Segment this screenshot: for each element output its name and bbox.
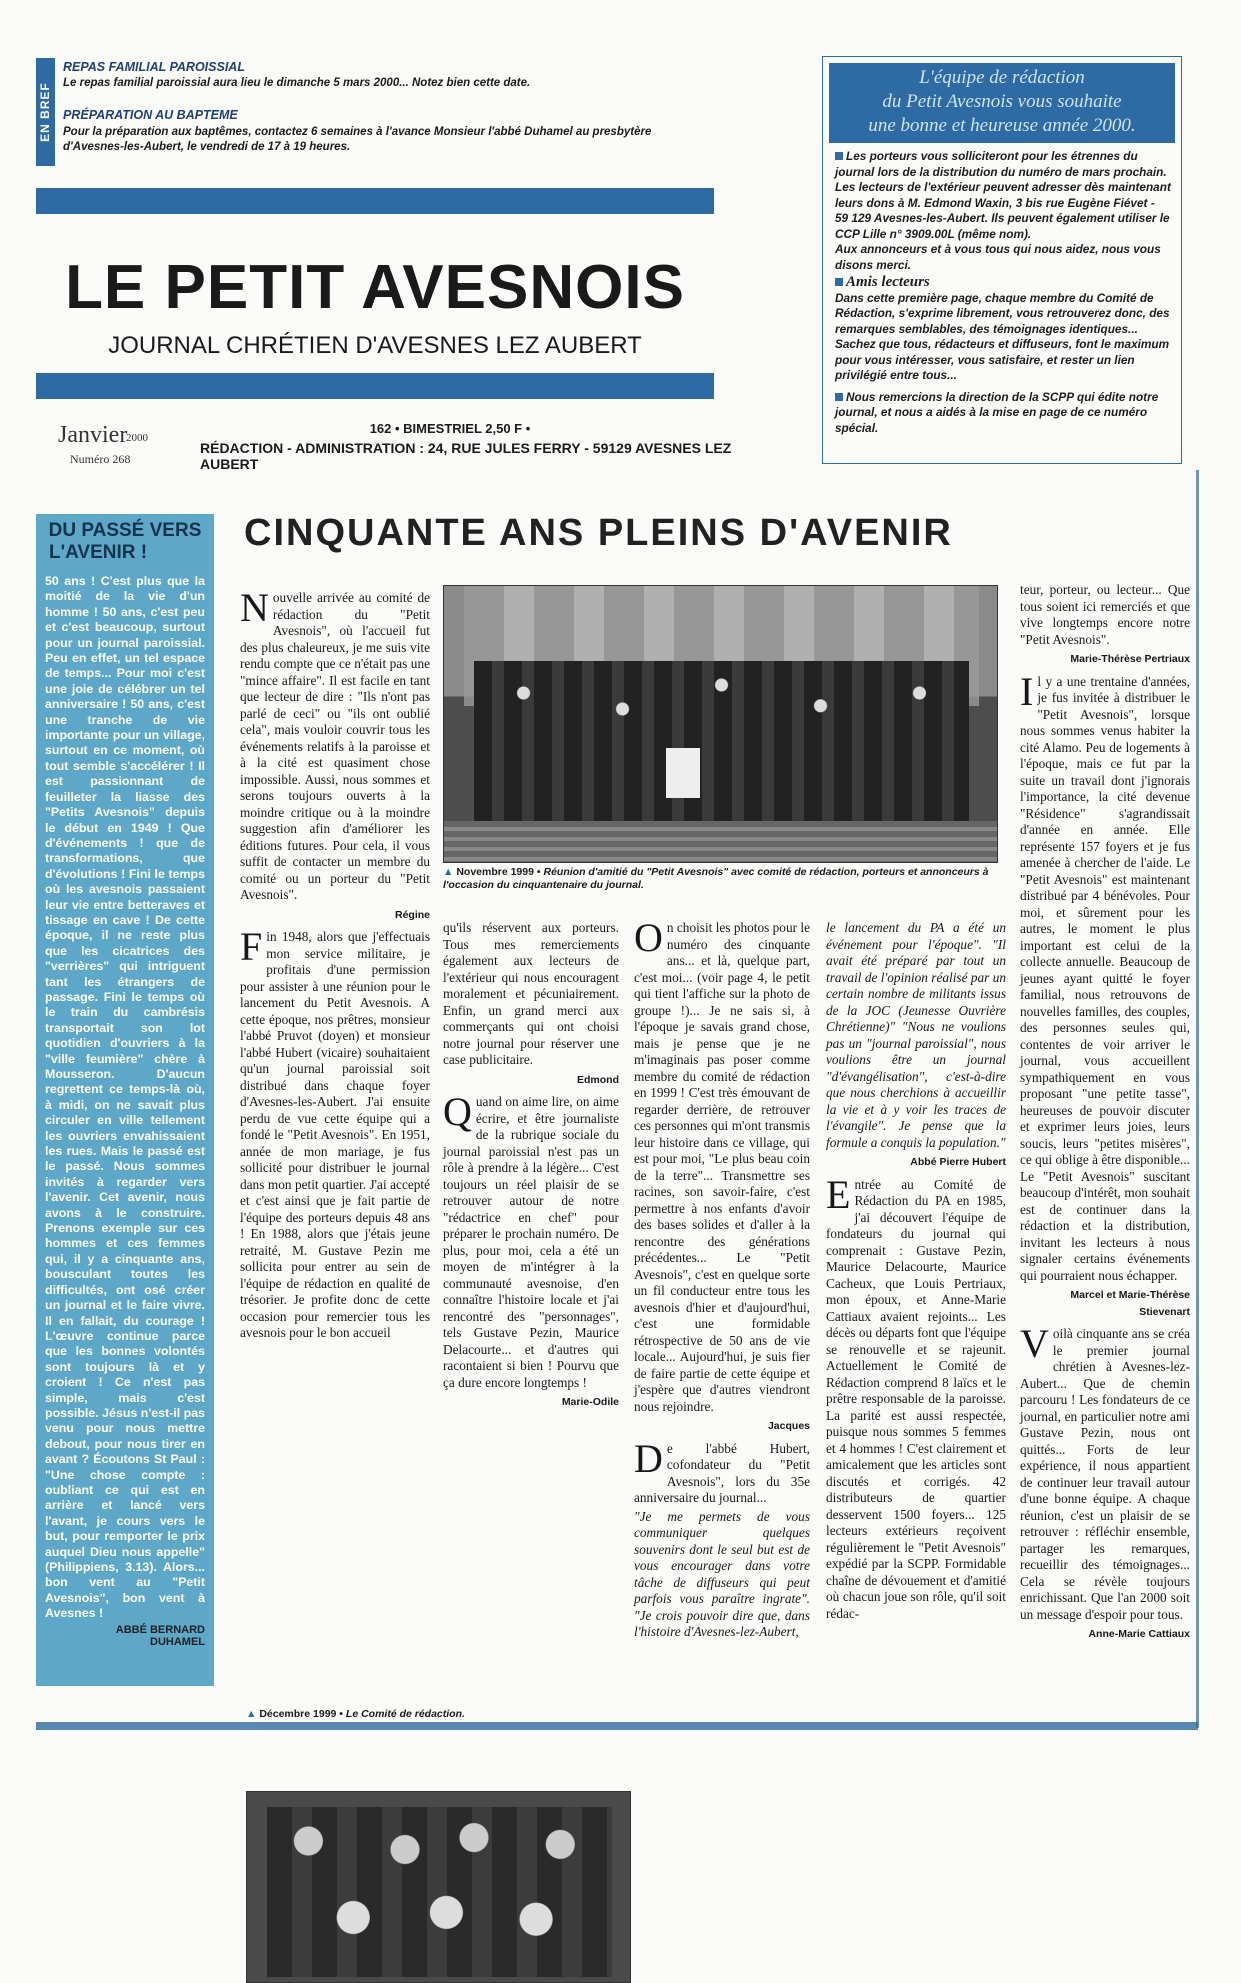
sidebar-title-2: L'AVENIR !: [49, 542, 148, 563]
photo-poster: [666, 748, 700, 798]
triangle-icon: ▲: [246, 1708, 257, 1720]
article-stievenart-cattiaux: [1020, 582, 1190, 1649]
article-jacques-text: n choisit les photos pour le numéro des cinquante ans... et là, quelque part, c'est moi... (voir page 4, le petit qui tient l'affiche sur la photo de groupe !)... Je ne sais si, à l'époque je savais grand chose, mais je pense que je ne m'imaginais pas poser comme membre du comité de rédaction en 1999 ! C'est très émouvant de regarder derrière, de retrouver ces personnes qui m'ont transmis leur histoire dans ce village, qui est pour moi, "Le plus beau coin de la terre"... Transmettre ses racines, son savoir-faire, c'est permettre à nos enfants d'avoir des bases solides et d'aller à la rencontre des générations précédentes... Le "Petit Avesnois", c'est en quelque sorte un fil conducteur entre tous les avesnois d'hier et d'aujourd'hui, c'est une formidable rétrospective de 50 ans de vie locale... Aujourd'hui, je suis fier de faire partie de cette équipe et j'espère que d'autres viendront nous rejoindre.: [634, 920, 810, 1414]
greetings-body: [835, 149, 1171, 436]
issue-year: 2000: [126, 432, 148, 444]
sidebar-signature-1: ABBÉ BERNARD: [115, 1623, 205, 1636]
greeting-line-1: L'équipe de rédaction: [919, 67, 1085, 88]
dropcap: F: [240, 924, 263, 969]
greeting-line-3: une bonne et heureuse année 2000.: [868, 115, 1136, 136]
photo-decembre-1999: [246, 1791, 631, 1983]
bullet-square-icon: [835, 152, 843, 160]
masthead-subtitle: JOURNAL CHRÉTIEN D'AVESNES LEZ AUBERT: [108, 332, 642, 359]
article-hubert-intro: e l'abbé Hubert, cofondateur du "Petit Avesnois", lors du 35e anniversaire du journal...: [634, 1440, 810, 1505]
article-pertriaux-end: teur, porteur, ou lecteur... Que tous soient ici remerciés et que vive longtemps encore notre "Petit Avesnois".: [1020, 582, 1190, 647]
article-marie-odile: [443, 920, 619, 1417]
photo-faces: [267, 1807, 612, 1977]
bottom-frame-band: [36, 1722, 1198, 1730]
sidebar-title-1: DU PASSÉ VERS: [48, 520, 202, 541]
article-regine-text: ouvelle arrivée au comité de rédaction du "Petit Avesnois", où l'accueil fut des plus chaleureux, je me suis vite rendu compte que ce n'était pas une "mince affaire". Il est facile en tant que lecteur de dire : "Ils n'ont pas parlé de ceci" ou "ils ont oublié cela", mais vouloir couvrir tous les événements relatifs à la paroisse et à la cité est quasiment chose impossible. Aussi, nous sommes et serons toujours ouverts à la moindre critique ou à la moindre suggestion afin d'améliorer les éditions futures. Pour cela, il vous suffit de contacter un membre du comité ou un porteur du "Petit Avesnois".: [240, 590, 430, 902]
article-jacques: [634, 915, 810, 1643]
article-stievenart-text: l y a une trentaine d'années, je fus invitée à distribuer le "Petit Avesnois", lorsque nous sommes venus habiter la cité Alamo. Peu de logements à l'époque, mais ce fut par la suite un travail dont j'ignorais l'importance, la cité devenue "Résidence" s'agrandissait d'année en année. Elle représente 157 foyers et je fus amenée à chercher de l'aide. Le "Petit Avesnois" est maintenant distribué par 4 bénévoles. Pour moi, et sûrement pour les autres, le moment le plus important est celui de la collecte annuelle. Beaucoup de jeunes ayant quitté le foyer familial, nous retrouvons de nouvelles familles, des couples, des personnes seules qui, contentes de voir arriver le journal, vous accueillent sympathiquement en vous proposant "une petite tasse", heureuses de pouvoir discuter et exprimer leurs joies, leurs soucis, leurs "petites misères", ce qui oblige à être disponible... Le "Petit Avesnois" suscitant beaucoup d'intérêt, mon souhait est de continuer dans la rédaction et la distribution, invitant les lecteurs à nous signaler certains événements qui pourraient nous échapper.: [1020, 673, 1190, 1283]
sidebar-du-passe: [36, 514, 214, 1686]
masthead-title: LE PETIT AVESNOIS: [65, 253, 685, 322]
scpp-thanks: Nous remercions la direction de la SCPP qui édite notre journal, et nous a aidés à la mise en page de ce numéro spécial.: [835, 389, 1159, 435]
bullet-square-icon: [835, 278, 843, 286]
article-cattiaux-text: oilà cinquante ans se créa le premier journal chrétien à Avesnes-lez-Aubert... Que de chemin parcouru ! Les fondateurs de ce journal, en particulier notre ami Gustave Pezin, nous ont quittés... Forts de leur expérience, il nous appartient de continuer leur travail autour d'une bonne équipe. A chaque réunion, c'est un plaisir de se retrouver : réfléchir ensemble, partager les remarques, recueillir des témoignages... Cela se révèle toujours enrichissant. Que l'an 2000 soit un message d'espoir pour tous.: [1020, 1326, 1190, 1622]
en-bref-item2-text: Pour la préparation aux baptêmes, contactez 6 semaines à l'avance Monsieur l'abbé Duhamel au presbytère d'Avesnes-les-Aubert, le vendredi de 17 à 19 heures.: [63, 126, 652, 153]
greeting-line-2: du Petit Avesnois vous souhaite: [882, 91, 1122, 112]
annonceurs-thanks: Aux annonceurs et à vous tous qui nous aidez, nous vous disons merci.: [835, 242, 1161, 272]
masthead-top-band: [36, 188, 714, 214]
article-edmond-text: in 1948, alors que j'effectuais mon service militaire, je profitais d'une permission pour assister à une réunion pour le lancement du Petit Avesnois. A cette époque, nos prêtres, monsieur l'abbé Pruvot (doyen) et monsieur l'abbé Hubert (vicaire) souhaitaient qu'un journal paroissial soit distribué dans chaque foyer d'Avesnes-les-Aubert. J'ai ensuite perdu de vue cette équipe qui a fondé le "Petit Avesnois". En 1951, année de mon mariage, je fus sollicité pour distribuer le journal dans mon petit quartier. J'ai accepté et c'est ainsi que je fait partie de l'équipe des porteurs depuis 48 ans ! En 1988, alors que j'étais jeune retraité, M. Gustave Pezin me sollicita pour entrer au sein de l'équipe de rédaction en qualité de trésorier. Je profite donc de cette occasion pour remercier tous les avesnois pour le bon accueil: [240, 929, 430, 1340]
dropcap: D: [634, 1435, 663, 1481]
article-marie-odile-text: uand on aime lire, on aime écrire, et être journaliste de la rubrique sociale du journal paroissial n'est pas un rôle à prendre à la légère... C'est toujours un réel plaisir de se retrouver autour de notre "rédactrice en chef" pour préparer le prochain numéro. De plus, pour moi, cela a été un moyen de m'intégrer à la communauté avesnoise, d'en connaître l'histoire locale et j'ai rencontré des "personnages", tels Gustave Pezin, Maurice Delacourte... et d'autres qui racontaient si bien ! Pourvu que ça dure encore longtemps !: [443, 1094, 619, 1390]
signature-pertriaux: Marie-Thérèse Pertriaux: [1070, 653, 1190, 665]
bullet-square-icon: [835, 393, 843, 401]
dropcap: E: [826, 1171, 851, 1217]
signature-regine: Régine: [394, 908, 430, 921]
sidebar-body: 50 ans ! C'est plus que la moitié de la vie d'un homme ! 50 ans, c'est peu et c'est beaucoup, surtout pour un journal paroissial. Peu en effet, un tel espace de temps... Pour moi c'est une joie de célébrer un tel anniversaire ! 50 ans, c'est une tranche de vie importante pour un village, surtout en ce moment, où tout semble s'accélérer ! Il est passionnant de feuilleter la liasse des "Petits Avesnois" depuis le début en 1949 ! Que d'événements ! que de transformations, que d'évolutions ! Fini le temps où les avesnois passaient leur vie entre betteraves et tissage en cave ! De cette époque, il ne reste plus que les cicatrices des "verrières" qui intriguent tant les étrangers de passage. Fini le temps où le train du cambrésis transportait son lot quotidien d'ouvriers à la "ville feumière" chère à Mousseron. D'aucun regrettent ce temps-là où, à midi, on ne savait plus circuler en ville tellement les ouvriers envahissaient les rues. Mais le passé est le passé. Nous sommes invités à regarder vers l'avenir. Cet avenir, nous avons à le construire. Prenons exemple sur ces hommes et ces femmes qui, il y a cinquante ans, bousculant toutes les difficultés, ont osé créer un journal et le faire vivre. Il en fallait, du courage ! L'œuvre continue parce que les bonnes volontés sont toujours là et y croient ! Ce n'est pas simple, mais c'est possible. Jésus n'est-il pas venu pour nous mettre debout, pour nous tirer en avant ? Écoutons St Paul : "Une chose compte : oubliant ce qui est en arrière et lancé vers l'avant, je cours vers le but, pour remporter le prix auquel Dieu nous appelle" (Philippiens, 3.13). Alors... bon vent au "Petit Avesnois", bon vent à Avesnes !: [45, 574, 205, 1621]
signature-edmond: Edmond: [577, 1073, 619, 1086]
dropcap: O: [634, 915, 663, 960]
dropcap: I: [1020, 668, 1034, 714]
address-line: RÉDACTION - ADMINISTRATION : 24, RUE JULES FERRY - 59129 AVESNES LEZ AUBERT: [200, 440, 732, 472]
signature-stievenart-1: Marcel et Marie-Thérèse: [1070, 1289, 1190, 1301]
article-edmond-end: qu'ils réservent aux porteurs. Tous mes remerciements également aux lecteurs de l'extérieur qui nous encouragent moralement et pécuniairement. Enfin, un grand merci aux commerçants qui ont choisi notre journal pour réserver une case publicitaire.: [443, 920, 619, 1067]
porteurs-paragraph: Les porteurs vous solliciteront pour les étrennes du journal lors de la distribution du numéro de mars prochain. Les lecteurs de l'extérieur peuvent adresser dès maintenant leurs dons à M. Edmond Waxin, 3 bis rue Eugène Fiévet - 59 129 Avesnes-les-Aubert. Ils peuvent également utiliser le CCP Lille n° 3909.00L (même nom).: [835, 149, 1171, 241]
photo1-caption: ▲ Novembre 1999 • Réunion d'amitié du "Petit Avesnois" avec comité de rédaction, porteurs et annonceurs à l'occasion du cinquantenaire du journal.: [443, 866, 989, 891]
signature-abbe-hubert: Abbé Pierre Hubert: [910, 1156, 1006, 1168]
article-pertriaux-text: ntrée au Comité de Rédaction du PA en 1985, j'ai découvert l'équipe de fondateurs du journal qui comprenait : Gustave Pezin, Maurice Delacourte, Maurice Cacheux, que Louis Pertriaux, mon époux, et Anne-Marie Cattiaux avaient rejoints... Les décès ou départs font que l'équipe se renouvelle et se rajeunit. Actuellement le Comité de Rédaction comprend 8 laïcs et le prêtre responsable de la paroisse. La parité est aussi respectée, puisque nous sommes 5 femmes et 4 hommes ! C'est clairement et amicalement que les articles sont discutés et corrigés. 42 distributeurs de quartier desservent 1500 foyers... 125 lecteurs extérieurs reçoivent régulièrement le "Petit Avesnois" expédié par la SCPP. Formidable chaîne de dévouement et d'amitié où chacun joue son rôle, qu'il soit rédac-: [826, 1176, 1006, 1621]
dropcap: N: [240, 585, 269, 630]
triangle-icon: ▲: [443, 866, 454, 878]
photo-novembre-1999: [443, 585, 998, 863]
signature-stievenart-2: Stievenart: [1139, 1305, 1190, 1318]
en-bref-item1-text: Le repas familial paroissial aura lieu le dimanche 5 mars 2000... Notez bien cette date.: [63, 77, 531, 89]
amis-lecteurs-paragraph: Dans cette première page, chaque membre du Comité de Rédaction, s'exprime librement, vous retrouverez donc, des remarques semblables, des témoignages identiques... Sachez que tous, rédacteurs et diffuseurs, font le maximum pour vous intéresser, vous satisfaire, et rester un lien privilégié entre tous...: [835, 290, 1170, 382]
article-regine: [240, 585, 430, 1344]
masthead-bottom-band: [36, 373, 714, 399]
dropcap: Q: [443, 1089, 472, 1134]
main-headline: CINQUANTE ANS PLEINS D'AVENIR: [244, 512, 953, 554]
sidebar-signature-2: DUHAMEL: [150, 1635, 205, 1648]
photo-steps: [444, 821, 998, 863]
signature-cattiaux: Anne-Marie Cattiaux: [1088, 1628, 1190, 1640]
price-line: 162 • BIMESTRIEL 2,50 F •: [369, 421, 531, 436]
article-hubert-pertriaux: [826, 920, 1006, 1624]
issue-month: Janvier: [58, 422, 128, 448]
en-bref-tab-label: EN BREF: [38, 82, 52, 142]
amis-lecteurs-heading: Amis lecteurs: [835, 275, 1171, 291]
signature-marie-odile: Marie-Odile: [561, 1396, 619, 1408]
en-bref-section: [36, 58, 714, 168]
signature-jacques: Jacques: [767, 1420, 810, 1432]
right-frame-line: [1196, 470, 1199, 1728]
en-bref-item1-title: REPAS FAMILIAL PAROISSIAL: [63, 60, 245, 74]
greetings-box: [822, 56, 1182, 464]
photo-crowd: [474, 661, 969, 821]
dropcap: V: [1020, 1321, 1049, 1366]
article-hubert-quote: "Je me permets de vous communiquer quelques souvenirs dont le seul but est de vous encourager dans votre tâche de diffuseurs qui peut parfois vous paraître ingrate". "Je crois pouvoir dire que, dans l'histoire d'Avesnes-lez-Aubert,: [634, 1508, 810, 1639]
en-bref-item2-title: PRÉPARATION AU BAPTEME: [63, 108, 238, 122]
article-hubert-quote-cont: le lancement du PA a été un événement pour l'époque". "Il avait été préparé par tout un travail de l'opinion réalisé par un certain nombre de militants issus de la JOC (Jeunesse Ouvrière Chrétienne)" "Nous ne voulions pas un "journal paroissial", nous voulions être un journal "d'évangélisation", c'est-à-dire que nous cherchions à accueillir la vie et à y voir les traces de l'évangile". Je pense que la formule a conquis la population.": [826, 920, 1006, 1150]
photo2-caption: ▲ Décembre 1999 • Le Comité de rédaction.: [246, 1708, 465, 1720]
issue-number: Numéro 268: [70, 452, 131, 466]
